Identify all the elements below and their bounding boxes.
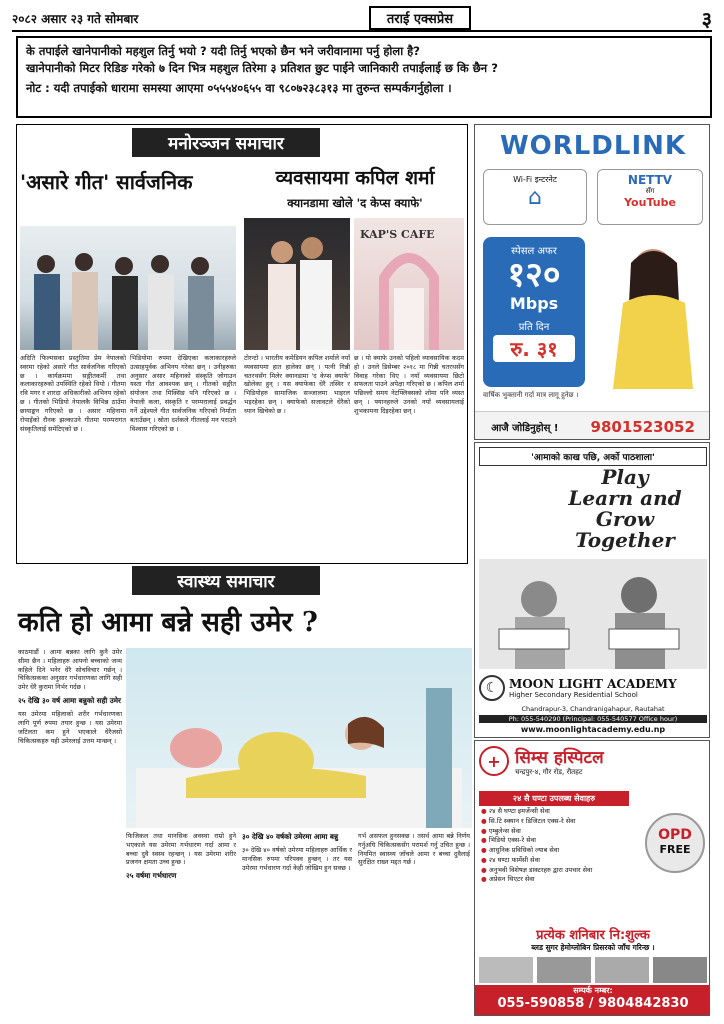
wifi-icon: ⌂ [528,185,542,210]
opd-label: OPD [658,827,692,843]
children-reading-photo [479,559,707,669]
story2-column-1: टोरन्टो । भारतीय कमेडियन कपिल शर्माले नयाँ व्यवसायमा हात हालेका छन् । पत्नी गिन्नी चतरथसँग मिलेर क्यानडामा 'द केप्स क्याफे' खोलेका हुन् । यस क्याफेका धेरै तस्विर र भिडियोहरु सामाजिक सञ्जालमा भाइरल भइरहेका छन् । क्याफेको सजावटले धेरैको ध्यान खिचेको छ । [244,354,350,415]
story1-column-1: अदिति फिल्मसका प्रस्तुतिमा प्रेम नेपालको स्वरमा रहेको असारे गीत सार्वजनिक गरिएको छ । कार्यक्रममा सङ्गीतकर्मी तथा कलाकारहरुको उपस्थिति रहेको थियो । गीतमा रवि मगर र शारदा अधिकारीको अभिनय रहेको छ । गीतको भिडियो नेपालकै विभिन्न ठाउँमा छायाङ्कन गरिएको छ । असार महिनामा रोपाइँको रौनक झल्काउने गीतमा परम्परागत संस्कृतिलाई समेटिएको छ । [20,354,126,433]
academy-logo-icon: ☾ [479,675,505,701]
nettv-logo: NETTV [627,173,673,187]
nettv-box [597,169,703,225]
service-text: भिडियो एक्स-रे सेवा [488,836,536,845]
health-headline: कति हो आमा बन्ने सही उमेर ? [18,607,318,638]
academy-name: MOON LIGHT ACADEMY [509,677,677,691]
service-text: २४ सै घण्टा इमर्जेन्सी सेवा [488,807,550,815]
hospital-name: सिम्स हस्पिटल [515,748,604,768]
service-bullet-icon: ● [481,807,489,815]
model-woman-figure [593,233,707,389]
issue-date: २०८२ असार २३ गते सोमबार [12,11,139,26]
offer-footnote: वार्षिक भुक्तानी गर्दा मात्र लागू हुनेछ । [483,391,579,399]
price-value: रु. ३१ [493,335,575,362]
cafe-photo [354,218,464,350]
group-photo-figures [20,226,236,350]
service-text: एम्बुलेन्स सेवा [488,826,521,835]
academy-phone: Ph: 055-540290 (Principal: 055-540577 Office hour) [479,715,707,723]
service-item [481,846,641,856]
academy-name-row [479,675,707,701]
nettv-with: सँग [645,187,655,195]
health-column-4: गर्भ असफल हुनसक्छ । तसर्थ आमा बन्ने निर्णय गर्नुअघि चिकित्सकसँग परामर्श गर्नु उचित हुन्छ । नियमित स्वास्थ्य जाँचले आमा र बच्चा दुवैलाई सुरक्षित राख्न मद्दत गर्छ । [358,832,470,867]
service-item [481,856,641,866]
service-item [481,817,641,827]
service-item [481,827,641,837]
service-item [481,866,641,876]
worldlink-contact-bar [475,411,710,440]
contact-label: सम्पर्क नम्बर: [573,986,613,995]
cafe-flower-arch [354,218,464,350]
moonlight-academy-ad [474,442,710,738]
saturday-free-offer: प्रत्येक शनिबार नि:शुल्क [536,928,650,943]
academy-slogan [545,467,705,551]
saturday-free-sub: ब्लड सुगर हेमोग्लोबिन प्रिसरको जाँच गरिन्छ । [531,943,655,952]
free-label: FREE [659,843,691,856]
health-col3-subhead: ३० देखि ४० वर्षको उमेरमा आमा बन्नु [242,832,339,841]
service-text: आधुनिक प्रविधिको ल्याब सेवा [488,846,560,854]
service-bullet-icon: ● [481,836,489,845]
service-item [481,807,641,817]
speed-offer-card [483,237,585,387]
cafe-sign: KAP'S CAFE [360,228,435,241]
pregnant-woman-drawing [126,648,472,828]
service-bullet-icon: ● [481,816,489,825]
notice-line-1: के तपाईले खानेपानीको महशुल तिर्नु भयो ? यदी तिर्नु भएको छैन भने जरीवानामा पर्नु होला है? [26,44,420,58]
notice-line-3: नोट : यदी तपाईको धारामा समस्या आएमा ०५५५४०६५५ वा ९८०७२३८३१३ मा तुरुन्त सम्पर्कगर्नुहोला । [26,81,452,96]
service-text: २४ घण्टा फार्मेसी सेवा [488,855,540,864]
worldlink-ad [474,124,710,440]
health-col2-text: फिजिकल तथा मानसिक अवस्था राम्रो हुने भएकाले यस उमेरमा गर्भधारण गर्दा आमा र बच्चा दुवै स्वस्थ रहन्छन् । यस उमेरमा शरीर प्रजनन क्षमता उच्च हुन्छ । [126,832,236,867]
story2-column-2: छ । यो क्याफे उनको पहिलो व्यावसायिक कदम हो । उनले डिसेम्बर २०१८ मा गिन्नी चतरथसँग विवाह गरेका थिए । नयाँ व्यवसायमा छिटो सफलता पाउने अपेक्षा गरिएको छ । कपिल शर्मा पछिल्लो समय नेटफ्लिक्सको शोमा पनि व्यस्त छन् । फ्यानहरुले उनको नयाँ व्यवसायलाई शुभकामना दिइरहेका छन् । [354,354,464,415]
story1-headline: 'असारे गीत' सार्वजनिक [20,170,193,194]
youtube-logo: YouTube [624,196,676,209]
speed-unit: Mbps [509,294,559,314]
couple-figures [244,218,350,350]
wifi-box [483,169,587,225]
per-day-label: प्रति दिन [518,322,550,334]
service-text: सि.टि स्क्यान र डिजिटल एक्स-रे सेवा [488,816,576,825]
worldlink-logo: WORLDLINK [499,131,687,161]
service-text: अनुभवी विशेषज्ञ डाक्टरहरु द्वारा उपचार सेवा [488,865,593,874]
services-list [481,807,641,885]
health-col2-subhead: २५ वर्षमा गर्भधारण [126,871,177,881]
health-column-3 [242,832,352,1018]
service-bullet-icon: ● [481,826,489,835]
services-heading: २४ सै घण्टा उपलब्ध सेवाहरु [479,791,629,806]
hospital-address: चन्द्रपुर-४, गौर रोड, रौतहट [515,768,583,776]
hospital-header [479,745,707,777]
hospital-contact-bar [475,985,710,1016]
health-column-2 [126,832,236,1018]
service-bullet-icon: ● [481,846,489,854]
academy-address: Chandrapur-3, Chandranigahapur, Rautahat [521,705,665,713]
slogan-line-3: Grow [595,507,655,531]
story2-subheadline: क्यानडामा खोले 'द केप्स क्याफे' [287,196,423,210]
health-col1-intro: काठमाडौं । आमा बन्नका लागि कुनै उमेर सीमा छैन । महिलाहरु आफ्नो बच्चाको जन्म कहिले दिने भनेर धेरै सोचविचार गर्छन् । चिकित्सकका अनुसार गर्भधारणका लागि सही उमेर धेरै कुरामा निर्भर गर्दछ । [18,648,122,692]
slogan-line-4: Together [575,528,675,552]
academy-website: www.moonlightacademy.edu.np [520,725,666,734]
publication-name: तराई एक्सप्रेस [369,6,471,30]
slogan-line-1: Play [601,465,649,489]
opd-free-badge [645,813,705,873]
hospital-phone: 055-590858 / 9804842830 [497,996,689,1011]
story2-headline: व्यवसायमा कपिल शर्मा [275,167,435,189]
worldlink-phone: 9801523052 [590,417,695,436]
academy-tagline: 'आमाको काख पछि, अर्को पाठशाला' [479,447,707,466]
water-notice-box [16,36,712,118]
health-title: स्वास्थ्य समाचार [132,566,320,595]
offer-label: स्पेसल अफर [511,246,557,257]
pregnancy-illustration [126,648,472,828]
speed-value: १२० [507,255,561,295]
hospital-photo-strip [479,957,707,983]
slogan-line-2: Learn and [568,486,682,510]
health-column-1 [18,648,122,1018]
health-col3-text: ३० देखि ४० वर्षको उमेरमा महिलाहरु आर्थिक र मानसिक रुपमा परिपक्व हुन्छन् । तर यस उमेरमा गर्भधारण गर्दा केही जोखिम हुन सक्छ । [242,846,352,872]
hospital-cross-icon: + [479,746,509,776]
join-cta: आजै जोडिनुहोस् ! [491,422,559,434]
health-col1-rest: यस उमेरमा महिलाको शरीर गर्भधारणका लागि पूर्ण रुपमा तयार हुन्छ । यस उमेरमा जटिलता कम हुने भएकाले धेरैजसो चिकित्सकहरु यही उमेरलाई उत्तम मान्छन् । [18,710,122,745]
story1-column-2: भिडियोमा रुपमा देखिएका कलाकारहरुले उत्साहपूर्वक अभिनय गरेका छन् । उनीहरुका अनुसार असार महिनाको संस्कृति जोगाउन यस्ता गीत आवश्यक छन् । गीतको सङ्गीत संयोजन तथा मिक्सिङ पनि गरिएको छ । नेपाली कला, संस्कृति र परम्परालाई प्रवर्द्धन गर्ने उद्देश्यले गीत सार्वजनिक गरिएको निर्माता बताउँछन् । स्रोता दर्शकले गीतलाई मन पराउने विश्वास गरिएको छ । [130,354,236,433]
sims-hospital-ad [474,740,710,1016]
group-photo [20,226,236,350]
entertainment-title: मनोरञ्जन समाचार [132,128,320,157]
service-bullet-icon: ● [481,865,489,874]
academy-subtitle: Higher Secondary Residential School [509,691,638,699]
service-bullet-icon: ● [481,855,489,864]
service-item [481,875,641,885]
health-col1-subhead: २५ देखि ३० वर्ष आमा बन्नुको सही उमेर [18,696,121,706]
page-number: ३ [701,6,712,31]
page-header [12,6,712,32]
wifi-label: Wi-Fi इन्टरनेट [513,175,557,184]
service-bullet-icon: ● [481,875,489,884]
service-item [481,836,641,846]
notice-line-2: खानेपानीको मिटर रिडिङ गरेको ७ दिन भित्र महशुल तिरेमा ३ प्रतिशत छुट पाईने जानिकारी तपाईलाई छ कि छैन ? [26,60,498,75]
couple-photo [244,218,350,350]
service-text: अप्रेसन थिएटर सेवा [488,875,535,884]
